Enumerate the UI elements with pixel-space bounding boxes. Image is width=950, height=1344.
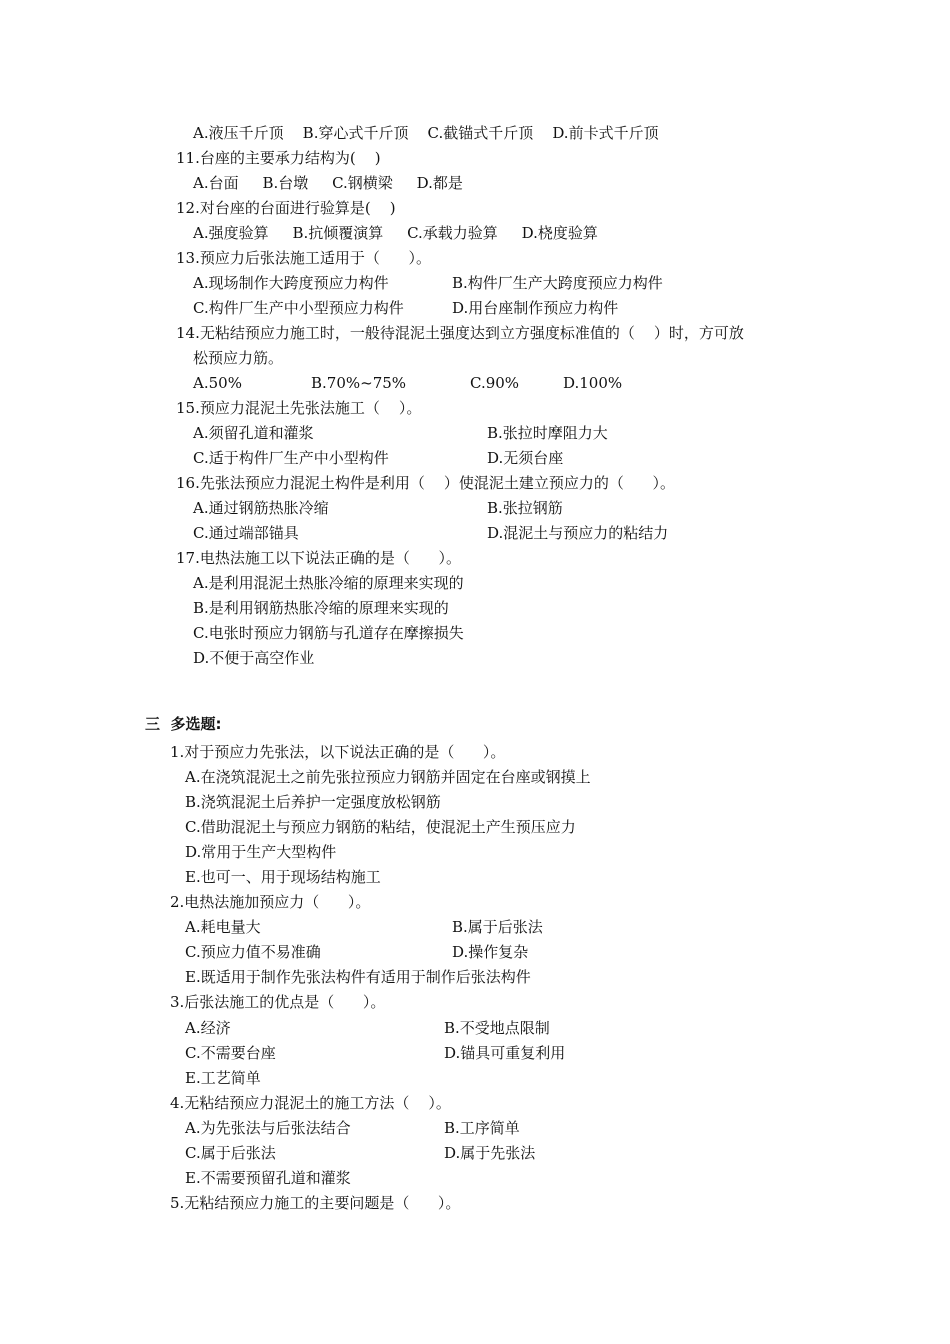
q14-option-b: B.70%~75% [311,374,407,392]
q14-stem: 14.无粘结预应力施工时，一般待混泥土强度达到立方强度标准值的（ ）时，方可放 [176,324,744,342]
m3-stem: 3.后张法施工的优点是（ ）。 [170,993,386,1011]
m2-stem: 2.电热法施加预应力（ ）。 [170,893,371,911]
q13-option-a: A.现场制作大跨度预应力构件 [193,274,389,292]
m5-stem: 5.无粘结预应力施工的主要问题是（ ）。 [170,1194,461,1212]
m3-option-e: E.工艺简单 [185,1069,261,1087]
m1-option-e: E.也可一、用于现场结构施工 [185,868,381,886]
q17-option-b: B.是利用钢筋热胀冷缩的原理来实现的 [193,599,449,617]
q14-option-c: C.90% [470,374,520,392]
q13-stem: 13.预应力后张法施工适用于（ ）。 [176,249,431,267]
q12-stem: 12.对台座的台面进行验算是( ) [176,199,396,217]
q13-option-c: C.构件厂生产中小型预应力构件 [193,299,404,317]
m4-option-b: B.工序简单 [444,1119,520,1137]
m2-option-c: C.预应力值不易准确 [185,943,321,961]
q11-stem: 11.台座的主要承力结构为( ) [176,149,381,167]
q15-option-b: B.张拉时摩阻力大 [487,424,608,442]
section-heading: 三 多选题: [145,715,222,733]
m3-option-d: D.锚具可重复利用 [444,1044,566,1062]
m1-option-c: C.借助混泥土与预应力钢筋的粘结，使混泥土产生预压应力 [185,818,576,836]
m1-stem: 1.对于预应力先张法，以下说法正确的是（ ）。 [170,743,506,761]
m2-option-d: D.操作复杂 [452,943,529,961]
m1-option-b: B.浇筑混泥土后养护一定强度放松钢筋 [185,793,441,811]
m2-option-a: A.耗电量大 [185,918,261,936]
q13-option-d: D.用台座制作预应力构件 [452,299,619,317]
m4-stem: 4.无粘结预应力混泥土的施工方法（ ）。 [170,1094,451,1112]
q13-option-b: B.构件厂生产大跨度预应力构件 [452,274,663,292]
q15-option-a: A.须留孔道和灌浆 [193,424,314,442]
q14-option-a: A.50% [193,374,242,392]
m2-option-e: E.既适用于制作先张法构件有适用于制作后张法构件 [185,968,531,986]
q17-option-d: D.不便于高空作业 [193,649,315,667]
q16-option-b: B.张拉钢筋 [487,499,563,517]
m4-option-d: D.属于先张法 [444,1144,536,1162]
m3-option-c: C.不需要台座 [185,1044,276,1062]
m2-option-b: B.属于后张法 [452,918,543,936]
q17-option-c: C.电张时预应力钢筋与孔道存在摩擦损失 [193,624,464,642]
m4-option-c: C.属于后张法 [185,1144,276,1162]
q14-stem-cont: 松预应力筋。 [193,349,284,367]
q16-option-d: D.混泥土与预应力的粘结力 [487,524,669,542]
q12-options: A.强度验算 B.抗倾覆演算 C.承载力验算 D.桡度验算 [193,224,598,242]
q16-option-c: C.通过端部锚具 [193,524,299,542]
q17-stem: 17.电热法施工以下说法正确的是（ ）。 [176,549,461,567]
q16-stem: 16.先张法预应力混泥土构件是利用（ ）使混泥土建立预应力的（ ）。 [176,474,676,492]
q14-option-d: D.100% [563,374,623,392]
q10-options: A.液压千斤顶 B.穿心式千斤顶 C.截锚式千斤顶 D.前卡式千斤顶 [193,124,659,142]
m3-option-a: A.经济 [185,1019,231,1037]
m1-option-d: D.常用于生产大型构件 [185,843,337,861]
q11-options: A.台面 B.台墩 C.钢横梁 D.都是 [193,174,463,192]
m1-option-a: A.在浇筑混泥土之前先张拉预应力钢筋并固定在台座或钢摸上 [185,768,591,786]
m3-option-b: B.不受地点限制 [444,1019,550,1037]
q15-option-c: C.适于构件厂生产中小型构件 [193,449,389,467]
q16-option-a: A.通过钢筋热胀冷缩 [193,499,329,517]
q15-stem: 15.预应力混泥土先张法施工（ ）。 [176,399,422,417]
m4-option-e: E.不需要预留孔道和灌浆 [185,1169,351,1187]
q15-option-d: D.无须台座 [487,449,564,467]
q17-option-a: A.是利用混泥土热胀冷缩的原理来实现的 [193,574,464,592]
m4-option-a: A.为先张法与后张法结合 [185,1119,351,1137]
